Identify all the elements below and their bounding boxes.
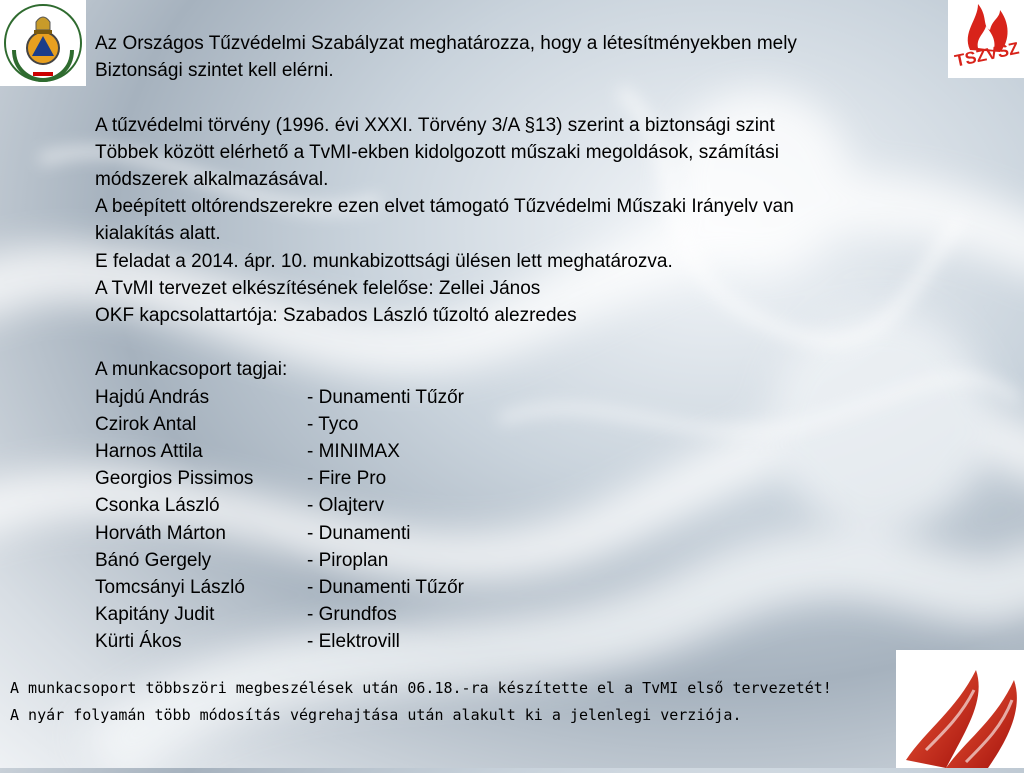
member-name: Georgios Pissimos	[95, 468, 254, 490]
main-content	[95, 30, 945, 655]
member-row	[95, 492, 945, 519]
member-company: - Olajterv	[307, 495, 385, 517]
member-company: - Grundfos	[307, 604, 397, 626]
red-ribbon-icon	[896, 650, 1024, 768]
footer-line: A nyár folyamán több módosítás végrehajtása után alakult ki a jelenlegi verziója.	[10, 706, 742, 724]
right-tszvsz-logo	[948, 0, 1024, 78]
member-name: Harnos Attila	[95, 440, 203, 462]
member-name: Hajdú András	[95, 386, 210, 408]
member-row	[95, 411, 945, 438]
member-company: - Tyco	[307, 413, 359, 435]
law-text-line: A tűzvédelmi törvény (1996. évi XXXI. Törvény 3/A §13) szerint a biztonsági szint	[95, 114, 775, 136]
member-company: - Dunamenti Tűzőr	[307, 386, 464, 408]
members-heading: A munkacsoport tagjai:	[95, 359, 288, 381]
flame-logo-icon	[948, 0, 1024, 78]
corner-flame-graphic	[896, 650, 1024, 768]
member-row	[95, 465, 945, 492]
member-row	[95, 384, 945, 411]
intro-line: Az Országos Tűzvédelmi Szabályzat meghatározza, hogy a létesítményekben mely	[95, 33, 797, 54]
member-company: - MINIMAX	[307, 440, 400, 462]
intro-line: Biztonsági szintet kell elérni.	[95, 60, 334, 82]
member-name: Csonka László	[95, 495, 220, 517]
member-name: Kapitány Judit	[95, 604, 215, 626]
member-company: - Fire Pro	[307, 468, 387, 490]
member-row	[95, 438, 945, 465]
member-row	[95, 547, 945, 574]
law-text-line: kialakítás alatt.	[95, 223, 221, 245]
member-row	[95, 574, 945, 601]
law-text-line: Többek között elérhető a TvMI-ekben kidolgozott műszaki megoldások, számítási	[95, 141, 779, 163]
member-row	[95, 601, 945, 628]
law-text-line: OKF kapcsolattartója: Szabados László tűzoltó alezredes	[95, 305, 577, 327]
crest-emblem-icon	[0, 0, 86, 86]
left-crest-logo	[0, 0, 86, 86]
member-company: - Dunamenti	[307, 522, 411, 544]
member-company: - Dunamenti Tűzőr	[307, 576, 464, 598]
law-text-line: módszerek alkalmazásával.	[95, 169, 329, 190]
member-name: Horváth Márton	[95, 522, 226, 544]
member-name: Kürti Ákos	[95, 631, 182, 653]
member-row	[95, 520, 945, 547]
member-name: Bánó Gergely	[95, 549, 212, 571]
member-company: - Elektrovill	[307, 631, 400, 653]
law-text-line: A beépített oltórendszerekre ezen elvet támogató Tűzvédelmi Műszaki Irányelv van	[95, 196, 794, 218]
member-name: Czirok Antal	[95, 413, 197, 435]
right-logo-text: TSZVSZ	[953, 38, 1021, 71]
footer-line: A munkacsoport többszöri megbeszélések után 06.18.-ra készítette el a TvMI első tervezetét!	[10, 679, 832, 697]
member-row	[95, 628, 945, 655]
footer-notes	[10, 675, 832, 729]
law-text-line: A TvMI tervezet elkészítésének felelőse: Zellei János	[95, 277, 541, 299]
law-text-line: E feladat a 2014. ápr. 10. munkabizottsági ülésen lett meghatározva.	[95, 250, 673, 272]
member-name: Tomcsányi László	[95, 576, 245, 598]
member-company: - Piroplan	[307, 549, 389, 571]
